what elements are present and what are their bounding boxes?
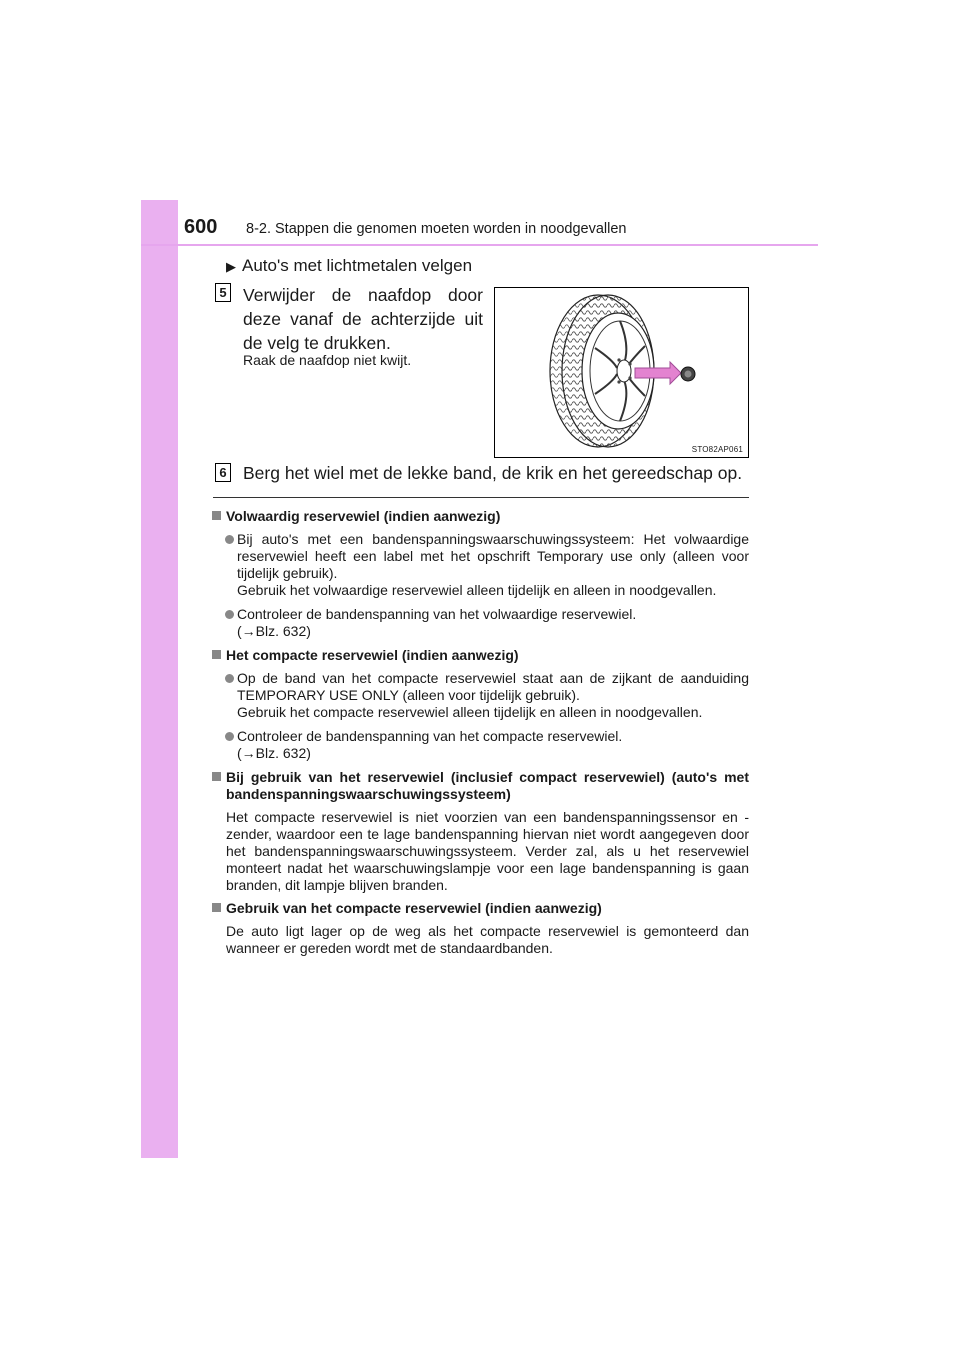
list-item-text: Controleer de bandenspanning van het volwaardige reservewiel. xyxy=(237,606,637,622)
section-title: Volwaardig reservewiel (indien aanwezig) xyxy=(211,508,749,525)
notes-body xyxy=(211,508,749,963)
figure-code: STO82AP061 xyxy=(691,445,743,454)
step-number-6: 6 xyxy=(215,463,231,482)
tire-hubcap-icon xyxy=(495,288,748,457)
section-title: Bij gebruik van het reservewiel (inclusief compact reservewiel) (auto's met bandenspanningswaarschuwingssysteem) xyxy=(211,769,749,803)
list-item xyxy=(211,606,749,640)
subheading xyxy=(226,256,472,276)
section-title: Gebruik van het compacte reservewiel (indien aanwezig) xyxy=(211,900,749,917)
list-item-text: Gebruik het compacte reservewiel alleen tijdelijk en alleen in noodgevallen. xyxy=(237,704,703,720)
page-reference: (→Blz. 632) xyxy=(237,745,311,761)
header-divider xyxy=(141,244,818,246)
section-text: De auto ligt lager op de weg als het compacte reservewiel is gemonteerd dan wanneer er gereden wordt met de standaardbanden. xyxy=(226,923,749,956)
list-item-text: Gebruik het volwaardige reservewiel alleen tijdelijk en alleen in noodgevallen. xyxy=(237,582,717,598)
triangle-right-icon: ▶ xyxy=(226,259,236,274)
list-item xyxy=(211,531,749,599)
section-divider xyxy=(213,497,749,498)
wheel-illustration xyxy=(494,287,749,458)
list-item-text: Controleer de bandenspanning van het compacte reservewiel. xyxy=(237,728,623,744)
list-item xyxy=(211,728,749,762)
side-tab-strip xyxy=(141,200,178,1158)
step-5-text: Verwijder de naafdop door deze vanaf de achterzijde uit de velg te drukken. xyxy=(243,285,483,353)
step-6-text: Berg het wiel met de lekke band, de krik en het gereedschap op. xyxy=(243,463,743,483)
page-reference: (→Blz. 632) xyxy=(237,623,311,639)
section-text: Het compacte reservewiel is niet voorzien van een bandenspanningssensor en -zender, waardoor een te lage bandenspanning hiervan niet wordt aangegeven door het bandenspanningswaarschuwingssysteem. Verder zal, als u het reservewiel monteert nadat het waarschuwingslampje voor een lage bandenspanning is gaan branden, dit lampje blijven branden. xyxy=(226,809,749,893)
chapter-title: 8-2. Stappen die genomen moeten worden in noodgevallen xyxy=(246,221,627,237)
section-title: Het compacte reservewiel (indien aanwezig) xyxy=(211,647,749,664)
step-number-5: 5 xyxy=(215,283,231,302)
list-item-text: Op de band van het compacte reservewiel staat aan de zijkant de aanduiding TEMPORARY USE ONLY (alleen voor tijdelijk gebruik). xyxy=(237,670,749,703)
step-5-note: Raak de naafdop niet kwijt. xyxy=(243,352,412,368)
list-item xyxy=(211,670,749,721)
page-number: 600 xyxy=(184,216,218,238)
list-item-text: Bij auto's met een bandenspanningswaarschuwingssysteem: Het volwaardige reservewiel heeft een label met het opschrift Temporary use only (alleen voor tijdelijk gebruik). xyxy=(237,531,749,581)
subheading-label: Auto's met lichtmetalen velgen xyxy=(242,256,473,275)
